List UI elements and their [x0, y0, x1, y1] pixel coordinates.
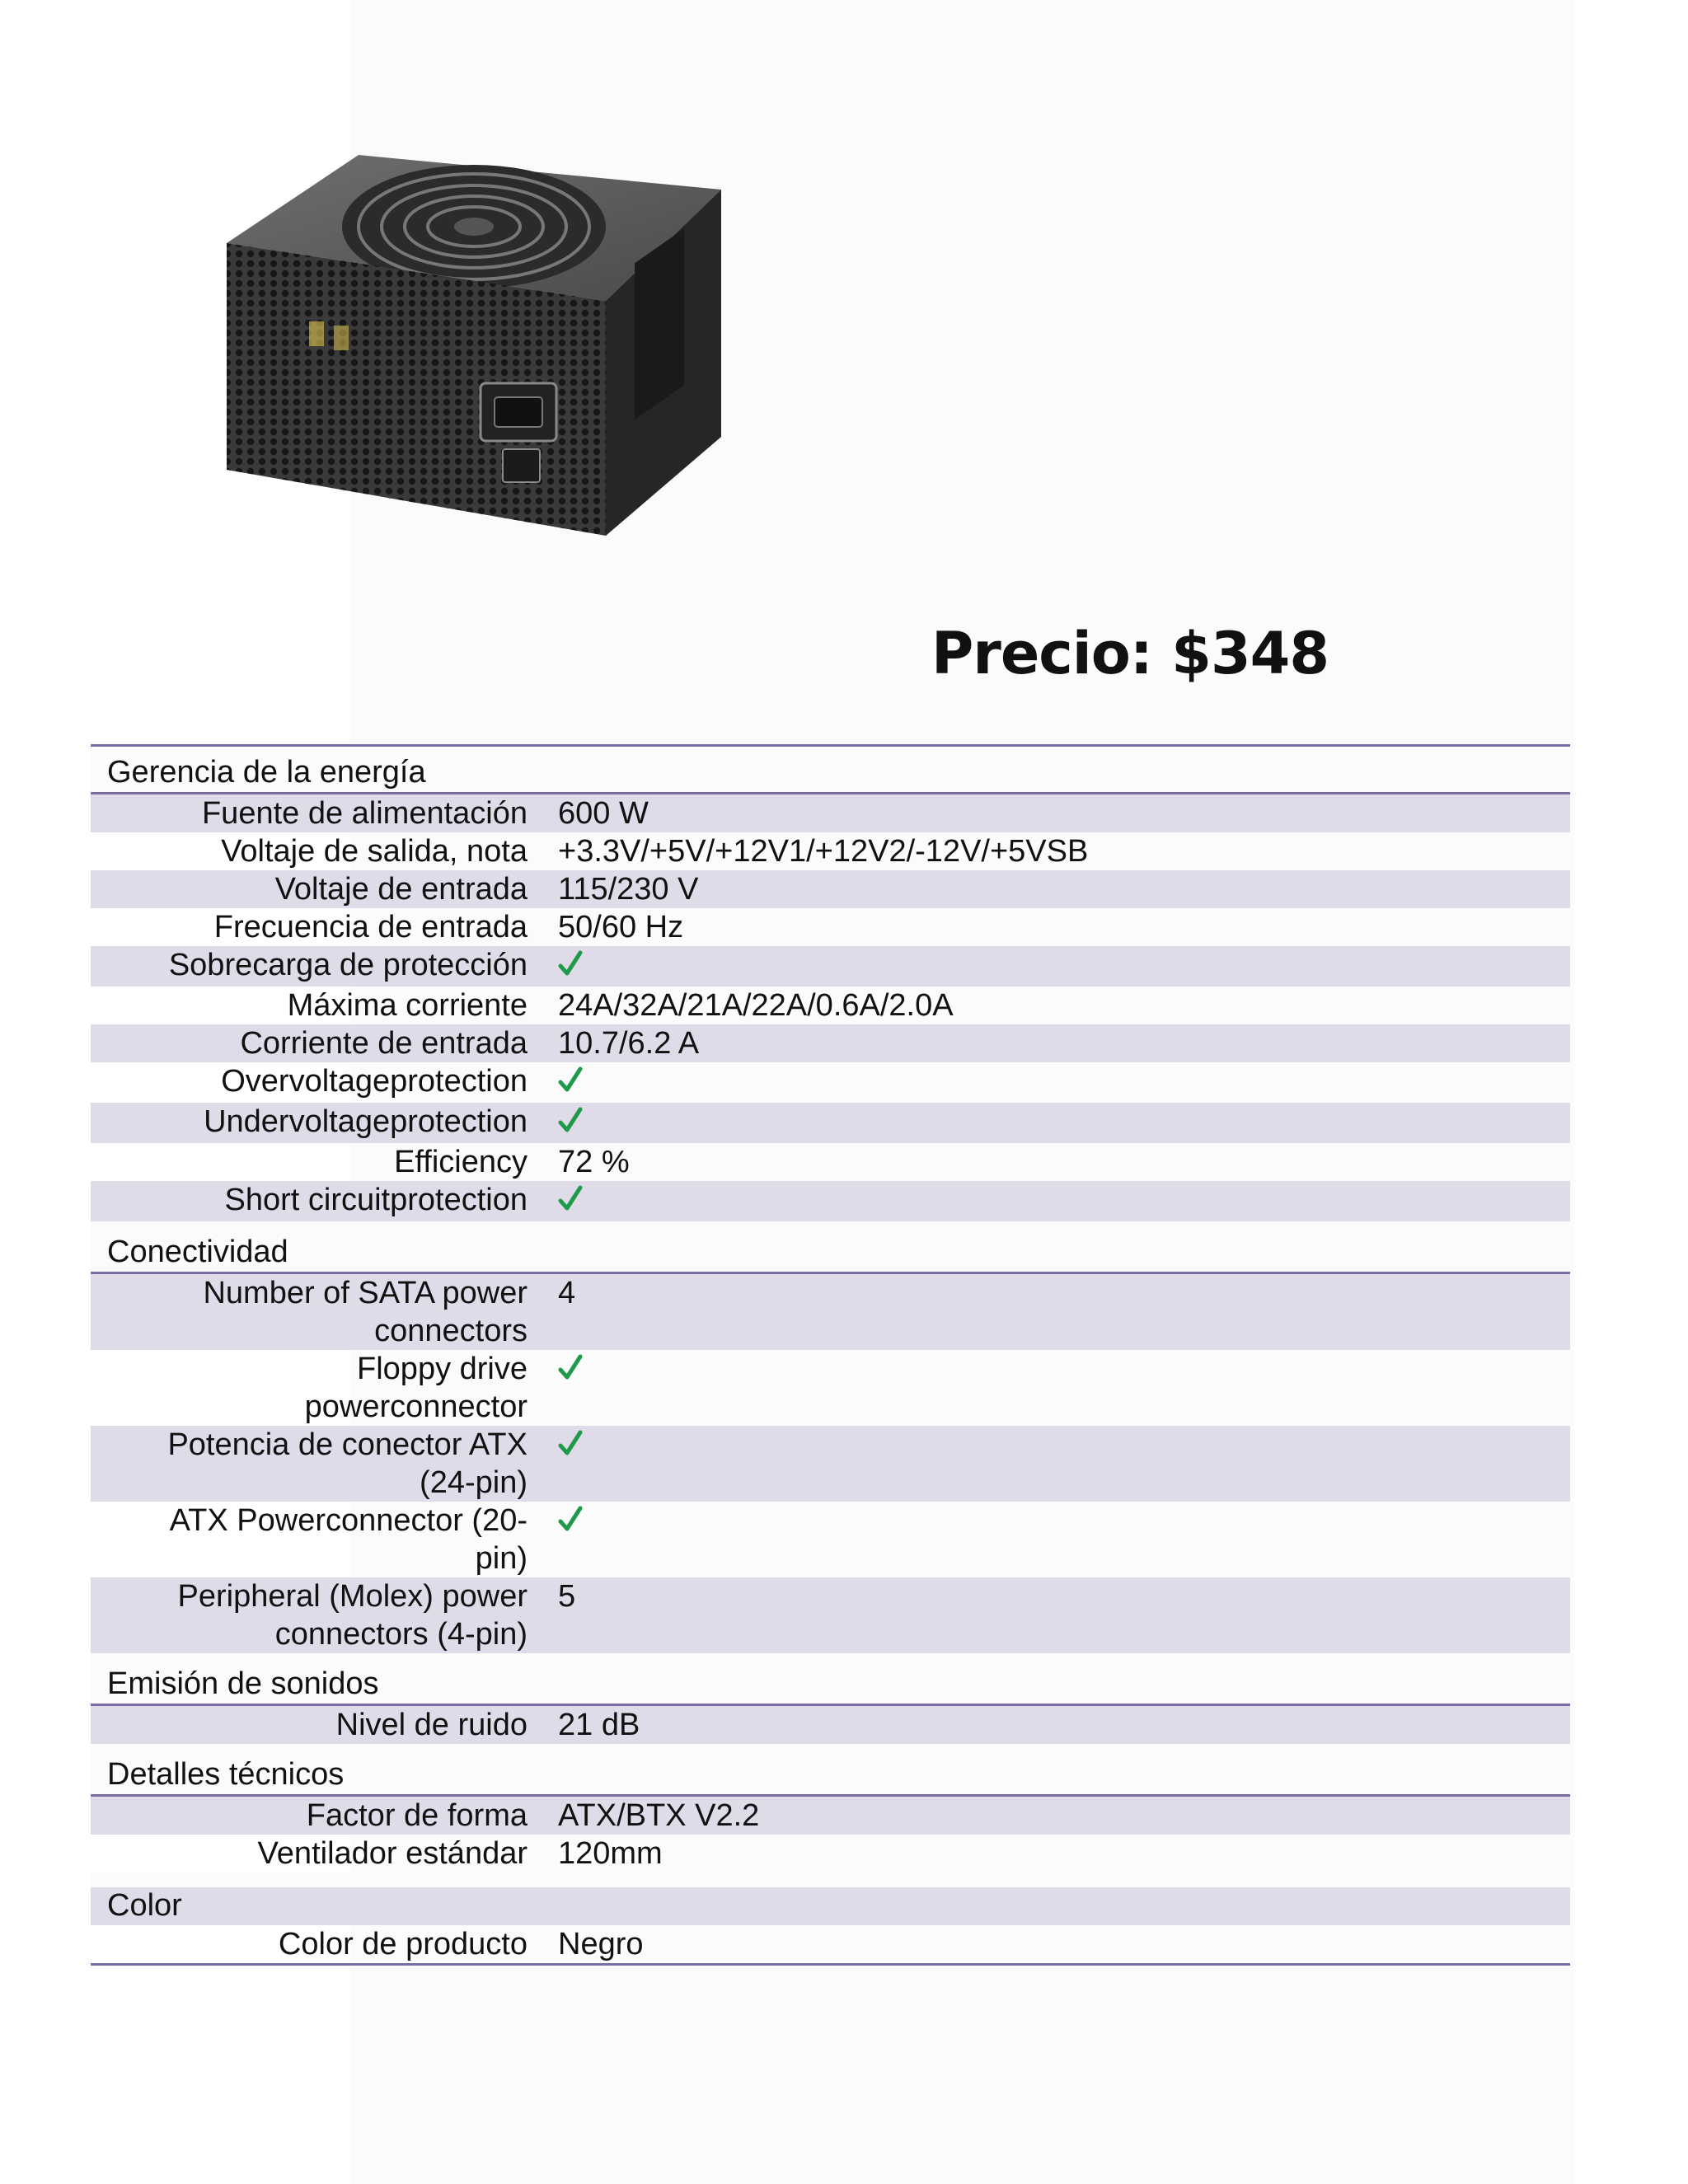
spec-check — [528, 1426, 583, 1502]
spec-label: Color de producto — [278, 1927, 528, 1961]
spec-row — [91, 987, 1570, 1024]
check-icon — [558, 1184, 583, 1212]
spec-label: Potencia de conector ATX (24-pin) — [167, 1427, 528, 1500]
check-icon — [558, 1353, 583, 1381]
spec-row — [91, 1181, 1570, 1221]
section-gap — [91, 1221, 1570, 1236]
spec-check — [528, 946, 583, 987]
section-title: Color — [107, 1888, 182, 1923]
spec-value: 21 dB — [558, 1708, 640, 1742]
check-icon — [558, 1505, 583, 1533]
spec-label: Fuente de alimentación — [201, 796, 528, 831]
spec-check — [528, 1502, 583, 1577]
spec-check — [528, 1350, 583, 1426]
check-icon — [558, 1429, 583, 1457]
spec-row — [91, 1835, 1570, 1872]
section-header — [91, 1668, 1570, 1706]
section-title: Emisión de sonidos — [107, 1666, 379, 1701]
spec-row — [91, 794, 1570, 832]
spec-label: Corriente de entrada — [240, 1026, 528, 1061]
section-title: Gerencia de la energía — [107, 755, 426, 790]
price-label: Precio: $348 — [931, 620, 1329, 687]
spec-table — [91, 744, 1570, 1966]
spec-value: +3.3V/+5V/+12V1/+12V2/-12V/+5VSB — [558, 834, 1089, 869]
spec-value: 72 % — [558, 1145, 630, 1179]
spec-label: Number of SATA power connectors — [203, 1276, 528, 1348]
spec-row — [91, 870, 1570, 908]
spec-value: 115/230 V — [558, 872, 699, 907]
spec-value: 5 — [558, 1579, 576, 1614]
spec-check — [528, 1062, 583, 1103]
section-header — [91, 1236, 1570, 1274]
section-header — [91, 747, 1570, 794]
spec-value: 600 W — [558, 796, 649, 831]
section-gap — [91, 1872, 1570, 1887]
spec-label: Voltaje de salida, nota — [221, 834, 528, 869]
spec-label: Sobrecarga de protección — [168, 948, 528, 982]
spec-row — [91, 1797, 1570, 1835]
product-image — [210, 140, 738, 536]
spec-label: Floppy drive powerconnector — [304, 1352, 528, 1424]
spec-check — [528, 1181, 583, 1221]
check-icon — [558, 1066, 583, 1094]
spec-label: Peripheral (Molex) power connectors (4-pin) — [177, 1579, 528, 1652]
spec-row — [91, 1274, 1570, 1350]
spec-label: Factor de forma — [306, 1798, 528, 1833]
spec-row — [91, 1103, 1570, 1143]
section-header — [91, 1887, 1570, 1925]
spec-row — [91, 946, 1570, 987]
spec-row — [91, 1706, 1570, 1744]
spec-row — [91, 832, 1570, 870]
spec-value: 24A/32A/21A/22A/0.6A/2.0A — [558, 988, 954, 1023]
spec-value: ATX/BTX V2.2 — [558, 1798, 760, 1833]
spec-label: Nivel de ruido — [335, 1708, 528, 1742]
section-title: Conectividad — [107, 1235, 288, 1269]
spec-label: Máxima corriente — [287, 988, 528, 1023]
spec-value: Negro — [558, 1927, 644, 1961]
section-title: Detalles técnicos — [107, 1757, 345, 1792]
spec-label: Voltaje de entrada — [274, 872, 528, 907]
spec-row — [91, 1502, 1570, 1577]
spec-value: 120mm — [558, 1836, 663, 1871]
check-icon — [558, 1106, 583, 1134]
spec-label: Undervoltageprotection — [204, 1104, 528, 1139]
spec-value: 50/60 Hz — [558, 910, 684, 944]
spec-label: Efficiency — [394, 1145, 528, 1179]
spec-row — [91, 1577, 1570, 1653]
spec-row — [91, 908, 1570, 946]
check-icon — [558, 949, 583, 977]
spec-label: ATX Powerconnector (20- pin) — [169, 1503, 528, 1576]
spec-value: 4 — [558, 1276, 576, 1310]
spec-row — [91, 1925, 1570, 1963]
spec-row — [91, 1426, 1570, 1502]
spec-row — [91, 1350, 1570, 1426]
spec-value: 10.7/6.2 A — [558, 1026, 700, 1061]
spec-row — [91, 1143, 1570, 1181]
spec-row — [91, 1024, 1570, 1062]
spec-label: Ventilador estándar — [257, 1836, 528, 1871]
spec-row — [91, 1062, 1570, 1103]
spec-check — [528, 1103, 583, 1143]
spec-label: Frecuencia de entrada — [213, 910, 528, 944]
section-header — [91, 1759, 1570, 1797]
spec-label: Overvoltageprotection — [221, 1064, 528, 1099]
spec-label: Short circuitprotection — [224, 1183, 528, 1217]
